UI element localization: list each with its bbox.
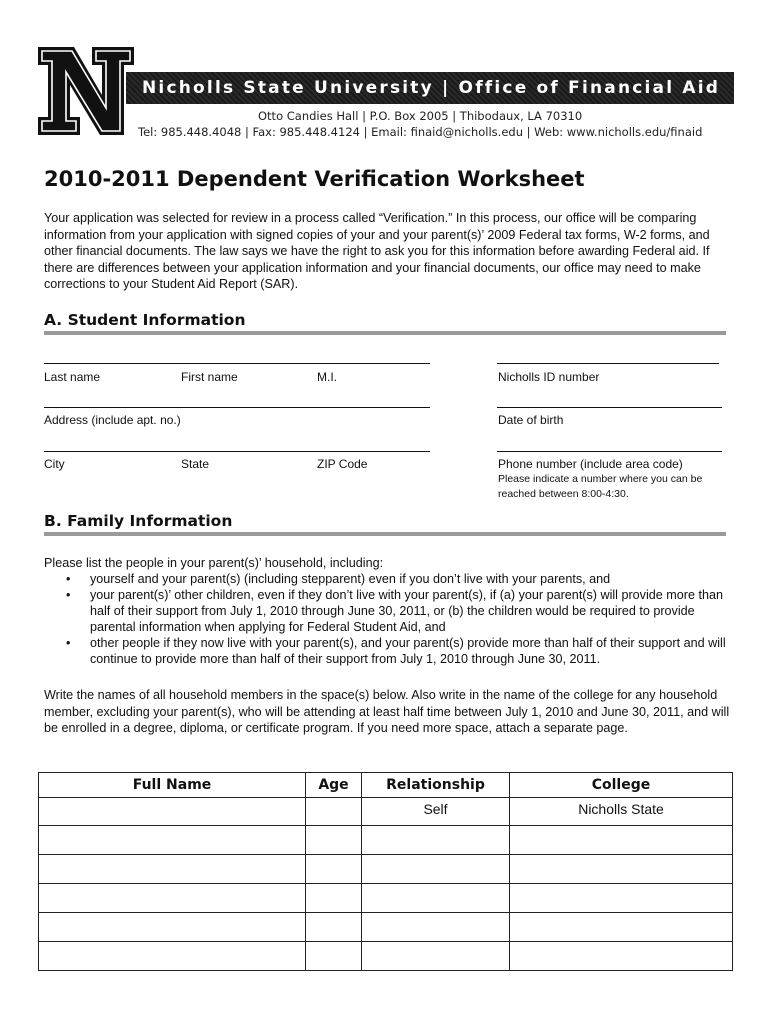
intro-paragraph: Your application was selected for review in a process called “Verification.” In this process, our office will be comparing information from your application with signed copies of your and your parent(s)’ 2009 Federal tax forms, W-2 forms, and other financial documents. The law says we have the right to ask you for this information before awarding Federal aid. If there are differences between your application information and your financial documents, our office may need to make corrections to your Student Aid Report (SAR). xyxy=(44,211,710,291)
phone-note: Please indicate a number where you can be reached between 8:00-4:30. xyxy=(498,473,703,500)
age-cell[interactable] xyxy=(306,884,362,913)
household-lead: Please list the people in your parent(s)’ household, including: xyxy=(44,556,384,570)
banner-title: Nicholls State University | Office of Financial Aid xyxy=(142,78,721,98)
table-row xyxy=(39,798,733,826)
college-cell[interactable] xyxy=(510,884,733,913)
college-cell[interactable] xyxy=(510,913,733,942)
household-criteria-list xyxy=(44,571,730,667)
full-name-header: Full Name xyxy=(39,773,306,798)
dob-line[interactable] xyxy=(497,407,722,408)
table-row xyxy=(39,884,733,913)
section-b-rule xyxy=(44,532,726,536)
list-item: • your parent(s)’ other children, even if they don’t live with your parent(s), if (a) your parent(s) will provide more than half of their support from July 1, 2010 through June 30, 2011, or (b) the children would be required to provide parental information when applying for Federal Student Aid, and xyxy=(66,588,723,634)
section-a-rule xyxy=(44,331,726,335)
last-name-label: Last name xyxy=(44,370,101,384)
age-cell[interactable] xyxy=(306,855,362,884)
nicholls-id-label: Nicholls ID number xyxy=(498,370,600,384)
state-label: State xyxy=(181,457,210,471)
page-title: 2010-2011 Dependent Verification Worksheet xyxy=(44,167,585,191)
contact-line: Tel: 985.448.4048 | Fax: 985.448.4124 | Email: finaid@nicholls.edu | Web: www.nicholls.edu/finaid xyxy=(138,125,703,139)
relationship-cell[interactable]: Self xyxy=(362,798,510,826)
list-item: • other people if they now live with your parent(s), and your parent(s) provide more than half of their support and will continue to provide more than half of their support from July 1, 2010 through June 30, 2011. xyxy=(66,636,726,666)
office-address: Otto Candies Hall | P.O. Box 2005 | Thibodaux, LA 70310 xyxy=(258,109,583,123)
age-cell[interactable] xyxy=(306,913,362,942)
relationship-cell[interactable] xyxy=(362,884,510,913)
university-logo xyxy=(36,45,136,137)
college-cell[interactable] xyxy=(510,855,733,884)
full-name-cell[interactable] xyxy=(39,855,306,884)
city-state-zip-line[interactable] xyxy=(44,451,430,452)
college-cell[interactable]: Nicholls State xyxy=(510,798,733,826)
relationship-cell[interactable] xyxy=(362,826,510,855)
phone-line[interactable] xyxy=(497,451,722,452)
city-label: City xyxy=(44,457,65,471)
full-name-cell[interactable] xyxy=(39,913,306,942)
college-header: College xyxy=(510,773,733,798)
table-row xyxy=(39,826,733,855)
full-name-cell[interactable] xyxy=(39,942,306,971)
table-row xyxy=(39,942,733,971)
college-cell[interactable] xyxy=(510,942,733,971)
age-cell[interactable] xyxy=(306,942,362,971)
dob-label: Date of birth xyxy=(498,413,564,427)
table-row xyxy=(39,913,733,942)
full-name-cell[interactable] xyxy=(39,826,306,855)
table-row xyxy=(39,855,733,884)
relationship-cell[interactable] xyxy=(362,942,510,971)
section-b-title: B. Family Information xyxy=(44,512,233,530)
relationship-header: Relationship xyxy=(362,773,510,798)
phone-label: Phone number (include area code) xyxy=(498,457,683,471)
zip-label: ZIP Code xyxy=(317,457,368,471)
list-item: • yourself and your parent(s) (including stepparent) even if you don’t live with your parents, and xyxy=(66,572,611,586)
nicholls-id-line[interactable] xyxy=(497,363,719,364)
address-label: Address (include apt. no.) xyxy=(44,413,181,427)
relationship-cell[interactable] xyxy=(362,855,510,884)
bullet-icon: • xyxy=(66,572,71,586)
address-line[interactable] xyxy=(44,407,430,408)
household-instructions: Write the names of all household members in the space(s) below. Also write in the name of the college for any household member, excluding your parent(s), who will be attending at least half time between July 1, 2010 and June 30, 2011, and will be enrolled in a degree, diploma, or certificate program. If you need more space, attach a separate page. xyxy=(44,688,730,735)
full-name-cell[interactable] xyxy=(39,798,306,826)
full-name-cell[interactable] xyxy=(39,884,306,913)
age-cell[interactable] xyxy=(306,798,362,826)
table-header-row xyxy=(39,773,733,798)
bullet-icon: • xyxy=(66,588,71,602)
age-header: Age xyxy=(306,773,362,798)
age-cell[interactable] xyxy=(306,826,362,855)
household-table xyxy=(38,772,733,971)
mi-label: M.I. xyxy=(317,370,337,384)
bullet-icon: • xyxy=(66,636,71,650)
college-cell[interactable] xyxy=(510,826,733,855)
section-a-title: A. Student Information xyxy=(44,311,246,329)
relationship-cell[interactable] xyxy=(362,913,510,942)
first-name-label: First name xyxy=(181,370,238,384)
name-line[interactable] xyxy=(44,363,430,364)
